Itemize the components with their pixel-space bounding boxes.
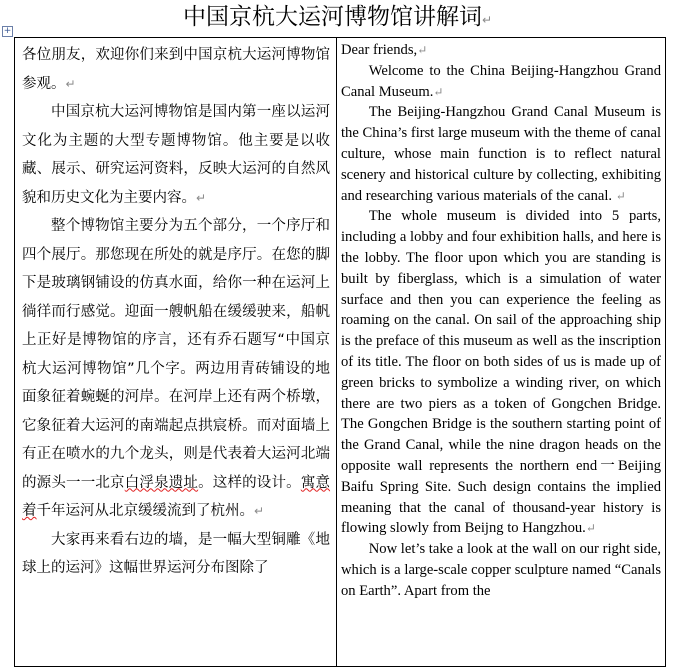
document-title-text: 中国京杭大运河博物馆讲解词	[182, 4, 482, 30]
en-paragraph-5: Now let’s take a look at the wall on our right side, which is a large-scale copper sculpture named “Canals on Earth”. Apart from the	[341, 541, 661, 599]
zh-paragraph-4: 大家再来看右边的墙，是一幅大型铜雕《地球上的运河》这幅世界运河分布图除了	[22, 531, 330, 576]
document-title	[0, 2, 675, 35]
chinese-text-cell[interactable]	[15, 38, 337, 666]
zh-paragraph-2: 中国京杭大运河博物馆是国内第一座以运河文化为主题的大型专题博物馆。他主要是以收藏、展示、研究运河资料，反映大运河的自然风貌和历史文化为主要内容。↵	[22, 104, 330, 206]
paragraph-mark: ↵	[481, 13, 493, 27]
english-text-cell[interactable]	[337, 38, 665, 666]
en-paragraph-3: The Beijing-Hangzhou Grand Canal Museum is the China’s first large museum with the theme of canal culture, whose main function is to reflect natural scenery and historical culture by collecting, exhibiting and researching various materials of the canal. ↵	[341, 104, 661, 204]
en-paragraph-4: The whole museum is divided into 5 parts, including a lobby and four exhibition halls, and here is the lobby. The floor upon which you are standing is built by fiberglass, which is a simulation of water surface and then you can experience the feeling as roaming on the canal. On sail of the approaching ship is the preface of this museum as well as the inscription of its title. The floor on both sides of us is made up of green bricks to symbolize a winding river, on which there are two piers as a token of Gongchen Bridge. The Gongchen Bridge is the southern starting point of the Grand Canal, while the nine dragon heads on the opposite wall represents the northern end一Beijing Baifu Spring Site. Such design contains the implied meaning that the canal of thousand-year history is flowing slowly from Beijng to Hangzhou.↵	[341, 208, 661, 537]
table-move-handle-icon[interactable]: +	[3, 26, 12, 36]
spellcheck-flag: 白浮泉遗址	[124, 474, 199, 491]
bilingual-table	[14, 37, 666, 667]
zh-paragraph-3: 整个博物馆主要分为五个部分，一个序厅和四个展厅。那您现在所处的就是序厅。在您的脚下是玻璃钢铺设的仿真水面，给你一种在运河上徜徉而行感觉。迎面一艘帆船在缓缓驶来，船帆上正好是博物馆的序言，还有乔石题写“中国京杭大运河博物馆”几个字。两边用青砖铺设的地面象征着蜿蜒的河岸。在河岸上还有两个桥墩，它象征着大运河的南端起点拱宸桥。而对面墙上有正在喷水的九个龙头，则是代表着大运河北端的源头一一北京白浮泉遗址。这样的设计。寓意着千年运河从北京缓缓流到了杭州。↵	[22, 218, 331, 519]
zh-paragraph-1: 各位朋友，欢迎你们来到中国京杭大运河博物馆参观。↵	[22, 47, 330, 92]
en-paragraph-1: Dear friends,↵	[341, 42, 428, 58]
en-paragraph-2: Welcome to the China Beijing-Hangzhou Grand Canal Museum.↵	[341, 62, 661, 100]
spellcheck-flag: 寓意着	[22, 474, 331, 519]
